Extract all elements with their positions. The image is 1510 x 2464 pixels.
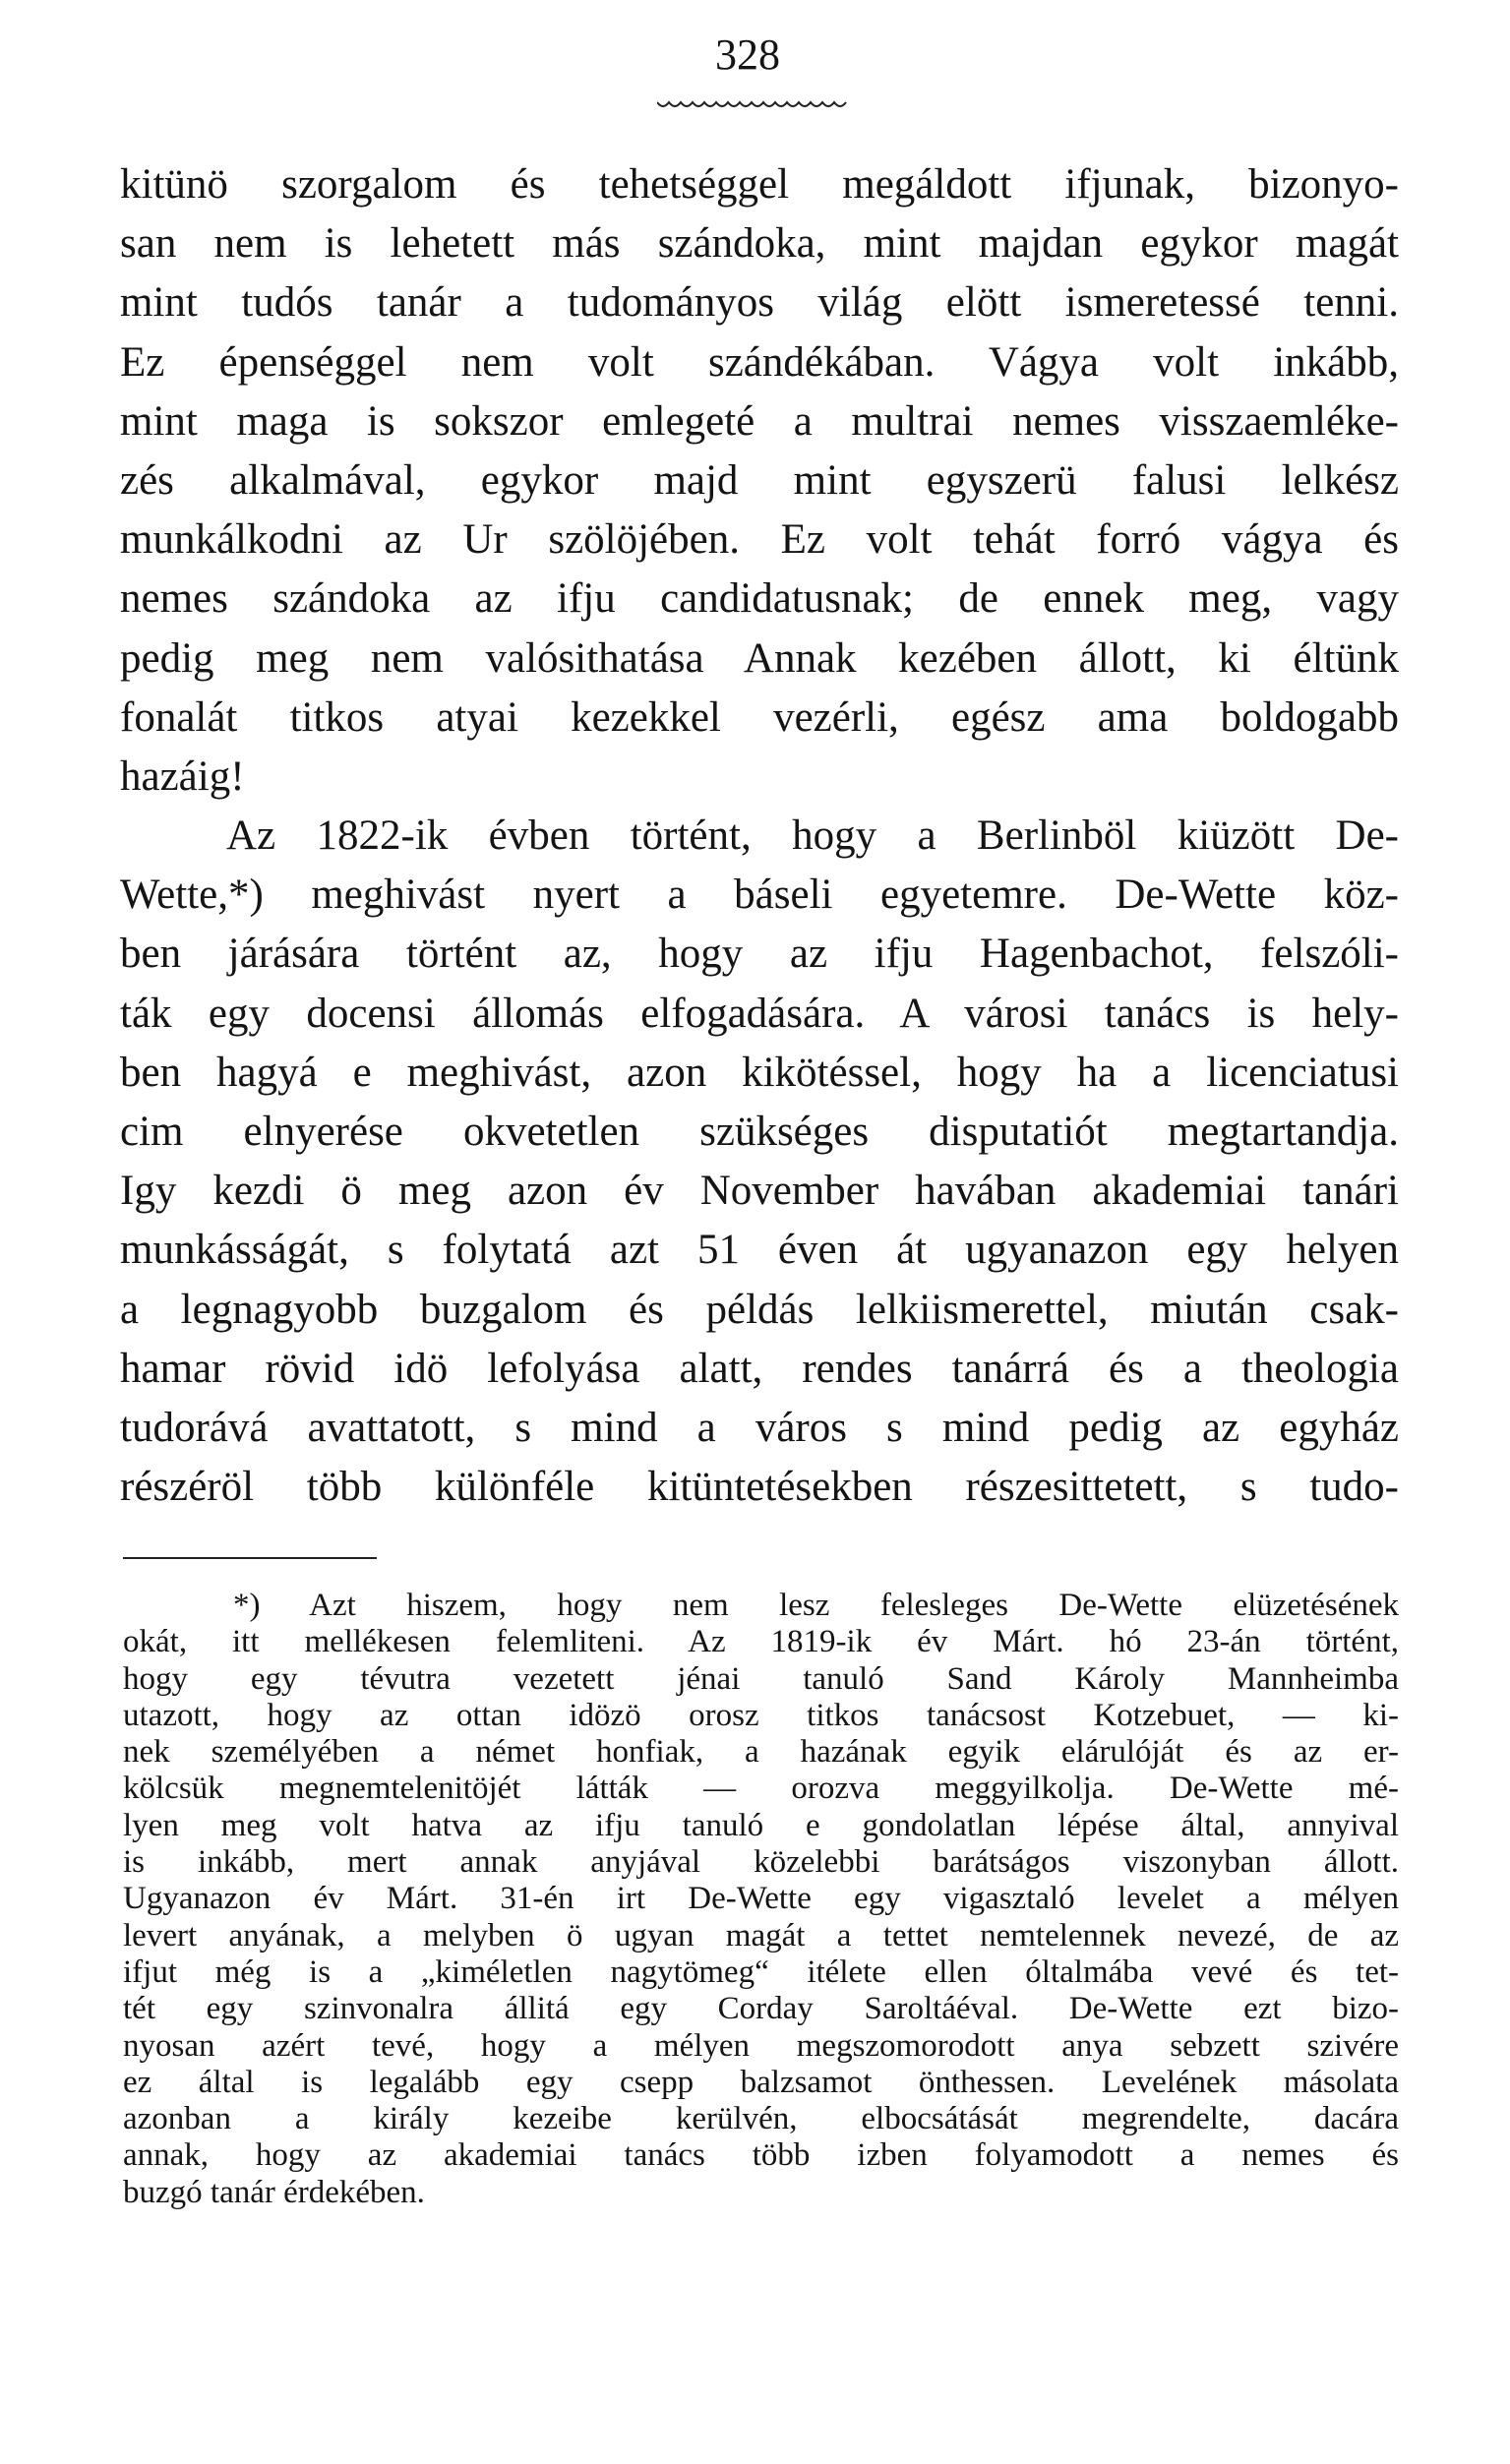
text-line: Igy kezdi ö meg azon év November havában akademiai tanári [120, 1168, 1399, 1215]
footnote-line: utazott, hogy az ottan idözö orosz titkos tanácsost Kotzebuet, — ki- [123, 1697, 1399, 1733]
footnote-line: buzgó tanár érdekében. [123, 2174, 425, 2210]
text-line: Az 1822-ik évben történt, hogy a Berlinböl kiüzött De- [226, 812, 1399, 860]
text-line: munkálkodni az Ur szölöjében. Ez volt tehát forró vágya és [120, 516, 1399, 564]
text-line: tudorává avattatott, s mind a város s mind pedig az egyház [120, 1404, 1399, 1451]
text-line: hazáig! [120, 752, 245, 800]
text-line: ben járására történt az, hogy az ifju Hagenbachot, felszóli- [120, 931, 1399, 978]
text-line: Ez épenséggel nem volt szándékában. Vágya volt inkább, [120, 338, 1399, 386]
text-line: pedig meg nem valósithatása Annak kezében állott, ki éltünk [120, 634, 1399, 682]
footnote-line: ifjut még is a „kiméletlen nagytömeg“ itélete ellen óltalmába vevé és tet- [123, 1953, 1399, 1990]
text-line: mint tudós tanár a tudományos világ elött ismeretessé tenni. [120, 279, 1399, 327]
text-line: san nem is lehetett más szándoka, mint majdan egykor magát [120, 220, 1399, 268]
text-line: a legnagyobb buzgalom és példás lelkiismerettel, miután csak- [120, 1286, 1399, 1333]
text-line: nemes szándoka az ifju candidatusnak; de ennek meg, vagy [120, 575, 1399, 623]
footnote-line: tét egy szinvonalra állitá egy Corday Saroltáéval. De-Wette ezt bizo- [123, 1991, 1399, 2027]
text-line: mint maga is sokszor emlegeté a multrai nemes visszaemléke- [120, 397, 1399, 445]
text-line: kitünö szorgalom és tehetséggel megáldott ifjunak, bizonyo- [120, 161, 1399, 208]
footnote-line: azonban a király kezeibe kerülvén, elbocsátását megrendelte, dacára [123, 2101, 1399, 2137]
text-line: munkásságát, s folytatá azt 51 éven át ugyanazon egy helyen [120, 1227, 1399, 1274]
footnote [123, 1588, 1399, 2211]
footnote-line: Ugyanazon év Márt. 31-én irt De-Wette egy vigasztaló levelet a mélyen [123, 1881, 1399, 1917]
footnote-line: levert anyának, a melyben ö ugyan magát a tettet nemtelennek nevezé, de az [123, 1917, 1399, 1953]
footnote-line: ez által is legalább egy csepp balzsamot önthessen. Levelének másolata [123, 2064, 1399, 2100]
text-line: részéröl több különféle kitüntetésekben részesittetett, s tudo- [120, 1464, 1399, 1511]
footnote-line: kölcsük megnemtelenitöjét látták — orozva meggyilkolja. De-Wette mé- [123, 1771, 1399, 1807]
footnote-line: hogy egy tévutra vezetett jénai tanuló Sand Károly Mannheimba [123, 1660, 1399, 1697]
footnote-line: annak, hogy az akademiai tanács több izben folyamodott a nemes és [123, 2137, 1399, 2174]
text-line: ták egy docensi állomás elfogadására. A városi tanács is hely- [120, 990, 1399, 1037]
footnote-rule [123, 1557, 377, 1559]
footnote-line: is inkább, mert annak anyjával közelebbi barátságos viszonyban állott. [123, 1844, 1399, 1881]
main-text [120, 155, 1399, 1517]
text-line: zés alkalmával, egykor majd mint egyszerü falusi lelkész [120, 456, 1399, 504]
text-line: hamar rövid idö lefolyása alatt, rendes tanárrá és a theologia [120, 1345, 1399, 1392]
page-number: 328 [715, 30, 780, 79]
footnote-line: *) Azt hiszem, hogy nem lesz felesleges De-Wette elüzetésének [233, 1588, 1399, 1623]
text-line: Wette,*) meghivást nyert a báseli egyetemre. De-Wette köz- [120, 871, 1399, 919]
text-line: cim elnyerése okvetetlen szükséges disputatiót megtartandja. [120, 1109, 1399, 1155]
page-number-ornament [657, 96, 854, 112]
footnote-line: nyosan azért tevé, hogy a mélyen megszomorodott anya sebzett szivére [123, 2027, 1399, 2064]
text-line: fonalát titkos atyai kezekkel vezérli, egész ama boldogabb [120, 693, 1399, 741]
text-line: ben hagyá e meghivást, azon kikötéssel, hogy ha a licenciatusi [120, 1049, 1399, 1096]
footnote-line: nek személyében a német honfiak, a hazának egyik elárulóját és az er- [123, 1734, 1399, 1771]
footnote-line: lyen meg volt hatva az ifju tanuló e gondolatlan lépése által, annyival [123, 1807, 1399, 1843]
footnote-line: okát, itt mellékesen felemliteni. Az 1819-ik év Márt. hó 23-án történt, [123, 1624, 1399, 1660]
